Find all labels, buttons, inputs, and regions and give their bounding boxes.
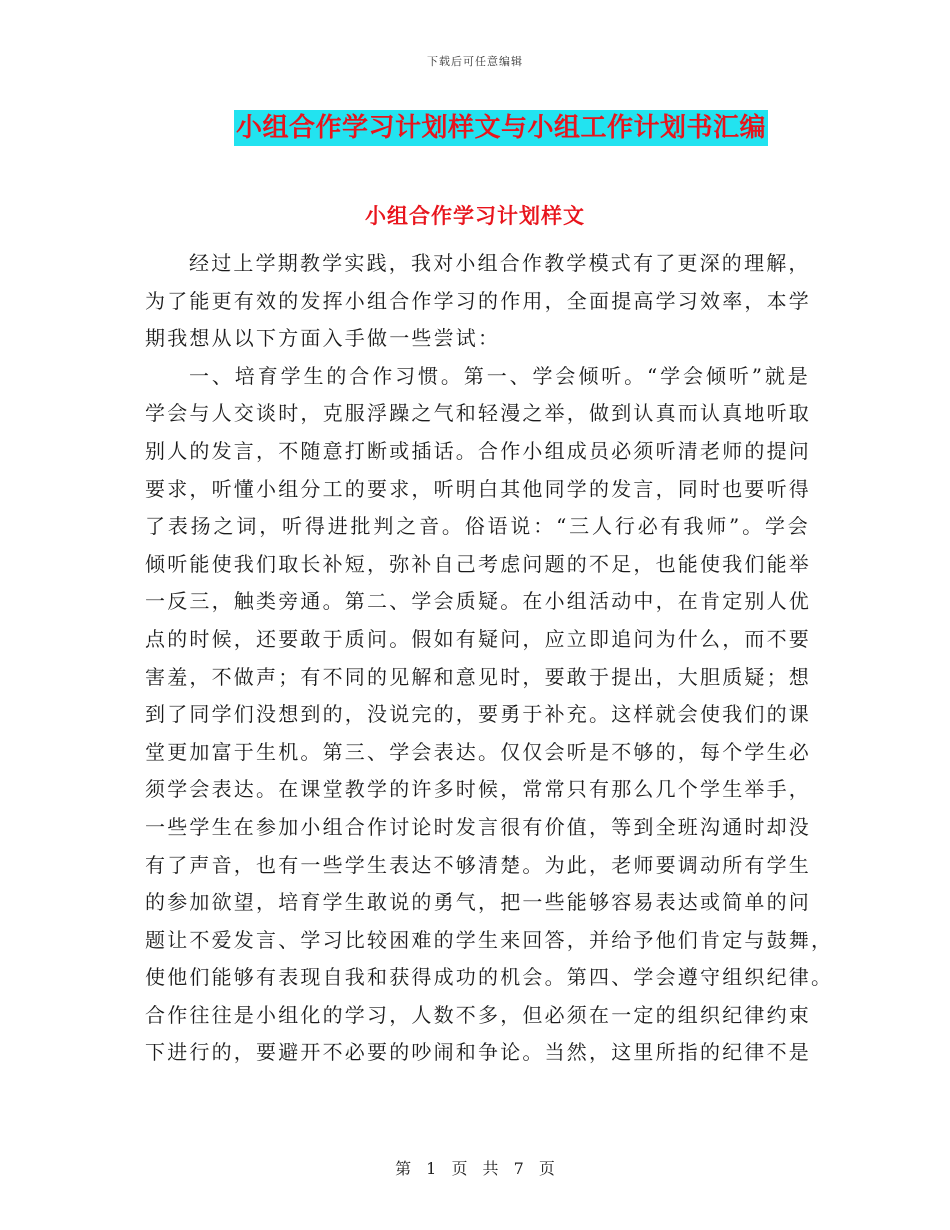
body-text (145, 245, 834, 1072)
paragraph-line: 倾听能使我们取长补短，弥补自己考虑问题的不足，也能使我们能举 (145, 551, 811, 576)
paragraph-line: 一反三，触类旁通。第二、学会质疑。在小组活动中，在肯定别人优 (145, 589, 811, 614)
paragraph-line: 到了同学们没想到的，没说完的，要勇于补充。这样就会使我们的课 (145, 702, 811, 727)
document-title: 小组合作学习计划样文与小组工作计划书汇编 (234, 110, 768, 146)
paragraph-line: 一、培育学生的合作习惯。第一、学会倾听。“学会倾听”就是 (189, 363, 810, 388)
paragraph-line: 经过上学期教学实践，我对小组合作教学模式有了更深的理解， (189, 251, 811, 275)
header-note: 下载后可任意编辑 (427, 55, 523, 68)
paragraph-line: 一些学生在参加小组合作讨论时发言很有价值，等到全班沟通时却没 (145, 814, 811, 839)
paragraph-line: 合作往往是小组化的学习，人数不多，但必须在一定的组织纪律约束 (145, 1002, 811, 1027)
paragraph-line: 害羞，不做声；有不同的见解和意见时，要敢于提出，大胆质疑；想 (145, 664, 811, 689)
paragraph-line: 了表扬之词，听得进批判之音。俗语说：“三人行必有我师”。学会 (145, 514, 810, 539)
paragraph-line: 须学会表达。在课堂教学的许多时候，常常只有那么几个学生举手， (145, 777, 811, 802)
paragraph-line: 点的时候，还要敢于质问。假如有疑问，应立即追问为什么，而不要 (145, 626, 811, 651)
paragraph-line: 题让不爱发言、学习比较困难的学生来回答，并给予他们肯定与鼓舞， (145, 927, 834, 952)
paragraph-line: 要求，听懂小组分工的要求，听明白其他同学的发言，同时也要听得 (145, 476, 811, 501)
paragraph-line: 有了声音，也有一些学生表达不够清楚。为此，老师要调动所有学生 (145, 852, 811, 877)
paragraph-line: 为了能更有效的发挥小组合作学习的作用，全面提高学习效率，本学 (145, 288, 811, 313)
paragraph-line: 下进行的，要避开不必要的吵闹和争论。当然，这里所指的纪律不是 (145, 1040, 811, 1065)
page-number: 第 1 页 共 7 页 (395, 1159, 555, 1178)
paragraph-line: 使他们能够有表现自我和获得成功的机会。第四、学会遵守组织纪律。 (145, 965, 834, 990)
section-title: 小组合作学习计划样文 (365, 203, 585, 228)
paragraph-line: 学会与人交谈时，克服浮躁之气和轻漫之举，做到认真而认真地听取 (145, 401, 811, 426)
paragraph-line: 别人的发言，不随意打断或插话。合作小组成员必须听清老师的提问 (145, 438, 811, 463)
paragraph-line: 期我想从以下方面入手做一些尝试： (145, 326, 501, 351)
paragraph-line: 的参加欲望，培育学生敢说的勇气，把一些能够容易表达或简单的问 (145, 890, 811, 915)
paragraph-line: 堂更加富于生机。第三、学会表达。仅仅会听是不够的，每个学生必 (145, 739, 811, 764)
